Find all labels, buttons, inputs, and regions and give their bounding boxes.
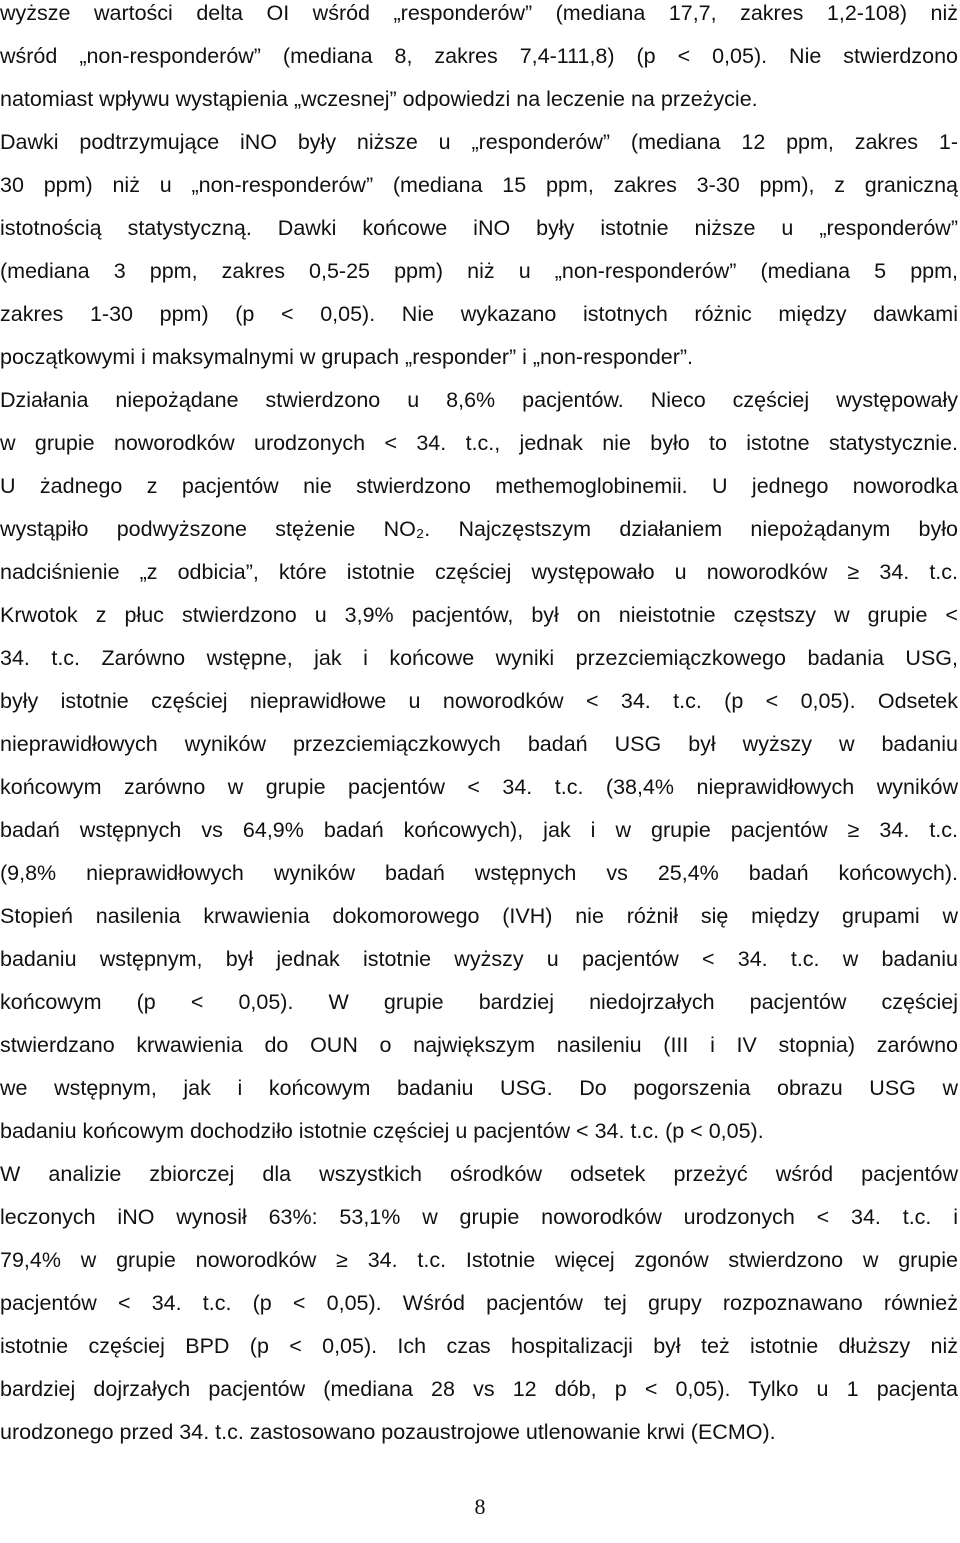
text-line-13: wystąpiło podwyższone stężenie NO₂. Najczęstszym działaniem niepożądanym było: [0, 517, 958, 541]
text-line-4: Dawki podtrzymujące iNO były niższe u „responderów” (mediana 12 ppm, zakres 1-: [0, 130, 958, 154]
text-line-20: badań wstępnych vs 64,9% badań końcowych), jak i w grupie pacjentów ≥ 34. t.c.: [0, 818, 958, 842]
text-line-27: badaniu końcowym dochodziło istotnie częściej u pacjentów < 34. t.c. (p < 0,05).: [0, 1119, 764, 1143]
text-line-31: pacjentów < 34. t.c. (p < 0,05). Wśród pacjentów tej grupy rozpoznawano również: [0, 1291, 958, 1315]
text-line-5: 30 ppm) niż u „non-responderów” (mediana 15 ppm, zakres 3-30 ppm), z graniczną: [0, 173, 958, 197]
text-line-16: 34. t.c. Zarówno wstępne, jak i końcowe wyniki przezciemiączkowego badania USG,: [0, 646, 958, 670]
text-line-24: końcowym (p < 0,05). W grupie bardziej niedojrzałych pacjentów częściej: [0, 990, 958, 1014]
text-line-18: nieprawidłowych wyników przezciemiączkowych badań USG był wyższy w badaniu: [0, 732, 958, 756]
text-line-25: stwierdzano krwawienia do OUN o największym nasileniu (III i IV stopnia) zarówno: [0, 1033, 958, 1057]
text-line-29: leczonych iNO wynosił 63%: 53,1% w grupie noworodków urodzonych < 34. t.c. i: [0, 1205, 958, 1229]
text-line-9: początkowymi i maksymalnymi w grupach „responder” i „non-responder”.: [0, 345, 694, 369]
text-line-19: końcowym zarówno w grupie pacjentów < 34. t.c. (38,4% nieprawidłowych wyników: [0, 775, 958, 799]
text-line-15: Krwotok z płuc stwierdzono u 3,9% pacjentów, był on nieistotnie częstszy w grupie <: [0, 603, 958, 627]
text-line-26: we wstępnym, jak i końcowym badaniu USG. Do pogorszenia obrazu USG w: [0, 1076, 958, 1100]
text-line-7: (mediana 3 ppm, zakres 0,5-25 ppm) niż u „non-responderów” (mediana 5 ppm,: [0, 259, 958, 283]
text-line-1: wyższe wartości delta OI wśród „responderów” (mediana 17,7, zakres 1,2-108) niż: [0, 1, 958, 25]
text-line-3: natomiast wpływu wystąpienia „wczesnej” odpowiedzi na leczenie na przeżycie.: [0, 87, 758, 111]
text-line-32: istotnie częściej BPD (p < 0,05). Ich czas hospitalizacji był też istotnie dłuższy niż: [0, 1334, 958, 1358]
text-line-2: wśród „non-responderów” (mediana 8, zakres 7,4-111,8) (p < 0,05). Nie stwierdzono: [0, 44, 958, 68]
text-line-12: U żadnego z pacjentów nie stwierdzono methemoglobinemii. U jednego noworodka: [0, 474, 958, 498]
text-line-14: nadciśnienie „z odbicia”, które istotnie częściej występowało u noworodków ≥ 34. t.c.: [0, 560, 958, 584]
text-line-33: bardziej dojrzałych pacjentów (mediana 28 vs 12 dób, p < 0,05). Tylko u 1 pacjenta: [0, 1377, 958, 1401]
text-line-8: zakres 1-30 ppm) (p < 0,05). Nie wykazano istotnych różnic między dawkami: [0, 302, 958, 326]
text-line-30: 79,4% w grupie noworodków ≥ 34. t.c. Istotnie więcej zgonów stwierdzono w grupie: [0, 1248, 958, 1272]
text-line-22: Stopień nasilenia krwawienia dokomorowego (IVH) nie różnił się między grupami w: [0, 904, 958, 928]
text-line-28: W analizie zbiorczej dla wszystkich ośrodków odsetek przeżyć wśród pacjentów: [0, 1162, 958, 1186]
page-number: 8: [474, 1494, 486, 1519]
text-line-21: (9,8% nieprawidłowych wyników badań wstępnych vs 25,4% badań końcowych).: [0, 861, 958, 885]
text-line-23: badaniu wstępnym, był jednak istotnie wyższy u pacjentów < 34. t.c. w badaniu: [0, 947, 958, 971]
text-line-10: Działania niepożądane stwierdzono u 8,6% pacjentów. Nieco częściej występowały: [0, 388, 958, 412]
text-line-11: w grupie noworodków urodzonych < 34. t.c., jednak nie było to istotne statystycznie.: [0, 431, 958, 455]
text-line-34: urodzonego przed 34. t.c. zastosowano pozaustrojowe utlenowanie krwi (ECMO).: [0, 1420, 776, 1444]
text-line-6: istotnością statystyczną. Dawki końcowe iNO były istotnie niższe u „responderów”: [0, 216, 958, 240]
text-line-17: były istotnie częściej nieprawidłowe u noworodków < 34. t.c. (p < 0,05). Odsetek: [0, 689, 958, 713]
